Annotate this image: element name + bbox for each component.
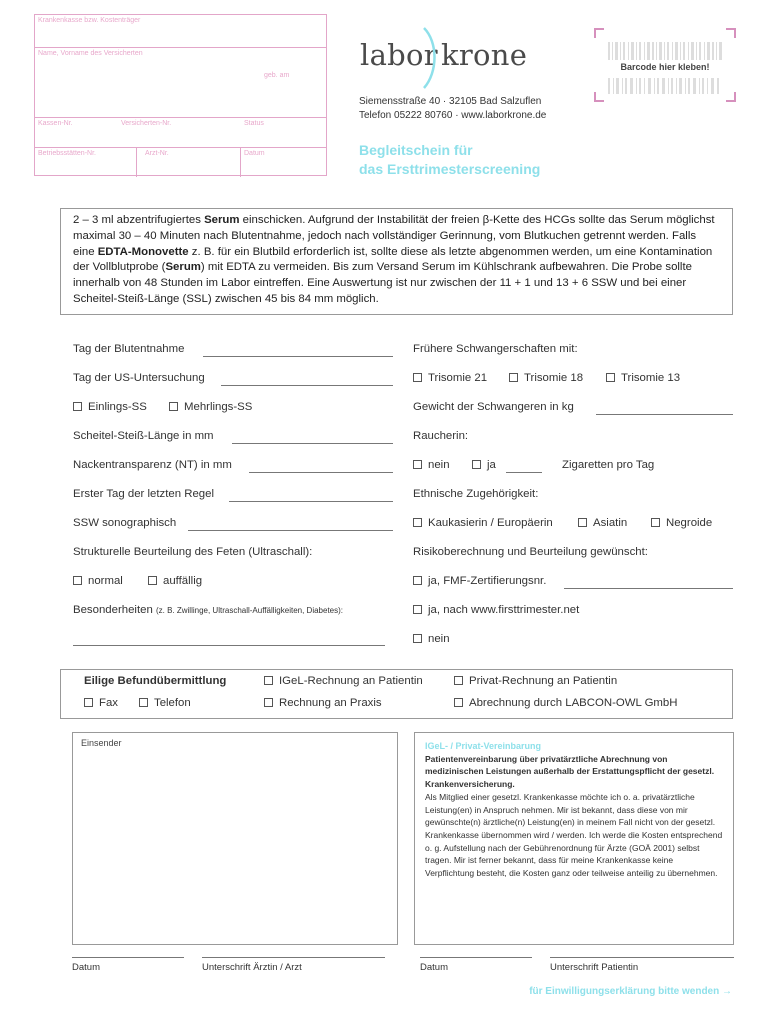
title-line: das Ersttrimesterscreening <box>359 161 541 177</box>
label-besonderheiten <box>73 604 343 616</box>
checkbox-label: Abrechnung durch LABCON-OWL GmbH <box>469 697 678 709</box>
input-us-untersuchung[interactable] <box>221 385 393 386</box>
input-regel[interactable] <box>229 501 393 502</box>
checkbox-box[interactable] <box>413 518 422 527</box>
checkbox-box[interactable] <box>413 634 422 643</box>
checkbox-label: Trisomie 21 <box>428 372 488 384</box>
barcode-icon <box>608 42 722 60</box>
instruction-text: 2 – 3 ml abzentrifugiertes <box>73 214 205 226</box>
checkbox-mehrlings[interactable] <box>169 401 252 413</box>
label-raucherin: Raucherin: <box>413 430 469 442</box>
label-zigaretten: Zigaretten pro Tag <box>562 459 655 471</box>
corner-mark <box>726 28 736 38</box>
checkbox-box[interactable] <box>148 576 157 585</box>
checkbox-trisomie13[interactable] <box>606 372 680 384</box>
label-status: Status <box>244 120 264 127</box>
signature-line[interactable] <box>72 957 184 958</box>
instruction-bold: Serum <box>165 261 201 274</box>
signature-line[interactable] <box>550 957 734 958</box>
barcode-area <box>594 28 736 102</box>
besonderheiten-text: Besonderheiten <box>73 604 153 616</box>
checkbox-box[interactable] <box>606 373 615 382</box>
label-eilige: Eilige Befundübermittlung <box>84 675 227 687</box>
checkbox-box[interactable] <box>651 518 660 527</box>
label-ssw: SSW sonographisch <box>73 517 177 529</box>
igel-title: IGeL- / Privat-Vereinbarung <box>425 741 542 751</box>
corner-mark <box>594 28 604 38</box>
checkbox-label: Einlings-SS <box>88 401 147 413</box>
checkbox-label: Privat-Rechnung an Patientin <box>469 675 618 687</box>
checkbox-box[interactable] <box>472 460 481 469</box>
checkbox-box[interactable] <box>73 402 82 411</box>
checkbox-box[interactable] <box>413 373 422 382</box>
footer-note: für Einwilligungserklärung bitte wenden → <box>529 986 732 997</box>
label-unterschrift-patientin: Unterschrift Patientin <box>550 962 639 973</box>
checkbox-label: Asiatin <box>593 517 628 529</box>
checkbox-label: Kaukasierin / Europäerin <box>428 517 553 529</box>
checkbox-fmf[interactable] <box>413 575 546 587</box>
label-versicherten-nr: Versicherten-Nr. <box>121 120 172 127</box>
label-nt: Nackentransparenz (NT) in mm <box>73 459 232 471</box>
lab-address <box>359 95 546 123</box>
igel-agreement <box>414 732 734 945</box>
checkbox-raucherin-ja[interactable] <box>472 459 496 471</box>
checkbox-label: auffällig <box>163 575 203 587</box>
divider <box>240 147 241 177</box>
checkbox-label: Rechnung an Praxis <box>279 697 382 709</box>
checkbox-raucherin-nein[interactable] <box>413 459 450 471</box>
checkbox-box[interactable] <box>139 698 148 707</box>
label-arzt-nr: Arzt-Nr. <box>145 150 169 157</box>
checkbox-rechnung-praxis[interactable] <box>264 697 382 709</box>
label-schwangerschaften: Frühere Schwangerschaften mit: <box>413 343 578 355</box>
checkbox-risiko-nein[interactable] <box>413 633 450 645</box>
checkbox-box[interactable] <box>169 402 178 411</box>
checkbox-auffaellig[interactable] <box>148 575 202 587</box>
label-ssl: Scheitel-Steiß-Länge in mm <box>73 430 214 442</box>
label-datum: Datum <box>244 150 265 157</box>
besonderheiten-hint: (z. B. Zwillinge, Ultraschall-Auffälligkeiten, Diabetes): <box>155 606 344 615</box>
checkbox-box[interactable] <box>413 605 422 614</box>
divider <box>35 117 326 118</box>
instruction-bold: Serum <box>204 214 240 226</box>
sender-label: Einsender <box>81 738 122 748</box>
input-nt[interactable] <box>249 472 393 473</box>
input-besonderheiten[interactable] <box>73 645 385 646</box>
checkbox-negroide[interactable] <box>651 517 712 529</box>
page-title <box>359 141 540 179</box>
checkbox-firsttrimester[interactable] <box>413 604 579 616</box>
checkbox-box[interactable] <box>413 576 422 585</box>
checkbox-label: Trisomie 13 <box>621 372 681 384</box>
checkbox-label: nein <box>428 633 450 645</box>
signature-line[interactable] <box>420 957 532 958</box>
checkbox-box[interactable] <box>84 698 93 707</box>
label-betriebsstaetten-nr: Betriebsstätten-Nr. <box>38 150 96 157</box>
instruction-bold: EDTA-Monovette <box>97 245 189 258</box>
label-regel: Erster Tag der letzten Regel <box>73 488 214 500</box>
checkbox-igel-patient[interactable] <box>264 675 423 687</box>
barcode-icon <box>608 78 722 94</box>
input-zigaretten[interactable] <box>506 472 542 473</box>
input-blutentnahme[interactable] <box>203 356 393 357</box>
checkbox-label: Negroide <box>666 517 713 529</box>
address-line: Siemensstraße 40 · 32105 Bad Salzuflen <box>359 96 542 107</box>
label-krankenkasse: Krankenkasse bzw. Kostenträger <box>38 17 141 24</box>
label-geb: geb. am <box>264 72 290 79</box>
checkbox-fax[interactable] <box>84 697 118 709</box>
checkbox-label: Fax <box>99 697 118 709</box>
checkbox-label: Mehrlings-SS <box>184 401 253 413</box>
label-gewicht: Gewicht der Schwangeren in kg <box>413 401 574 413</box>
logo-labor: labor <box>360 38 438 72</box>
input-ssw[interactable] <box>188 530 393 531</box>
label-kassen-nr: Kassen-Nr. <box>38 120 73 127</box>
label-us-untersuchung: Tag der US-Untersuchung <box>73 372 205 384</box>
label-risiko: Risikoberechnung und Beurteilung gewünscht: <box>413 546 648 558</box>
checkbox-label: normal <box>88 575 123 587</box>
checkbox-label: IGeL-Rechnung an Patientin <box>279 675 423 687</box>
checkbox-box[interactable] <box>264 698 273 707</box>
label-blutentnahme: Tag der Blutentnahme <box>73 343 185 355</box>
divider <box>136 147 137 177</box>
divider <box>35 147 326 148</box>
checkbox-label: nein <box>428 459 450 471</box>
insurance-form <box>34 14 327 176</box>
address-line: Telefon 05222 80760 · www.laborkrone.de <box>359 110 547 121</box>
checkbox-trisomie18[interactable] <box>509 372 583 384</box>
checkbox-box[interactable] <box>73 576 82 585</box>
checkbox-kaukasierin[interactable] <box>413 517 553 529</box>
label-name: Name, Vorname des Versicherten <box>38 50 143 57</box>
checkbox-privat-patient[interactable] <box>454 675 617 687</box>
sender-box[interactable] <box>72 732 398 945</box>
instruction-text: einschicken. Aufgrund der Instabilität der freien β-Kette des HCGs sollte das Serum möglichst maximal 30 – 40 Minuten nach Blutentnahme, jedoch nach vollständiger Gerinnung, vom Blutkuchen getrennt werden. Falls eine <box>73 214 715 258</box>
signature-line[interactable] <box>202 957 385 958</box>
input-gewicht[interactable] <box>596 414 733 415</box>
checkbox-label: Trisomie 18 <box>524 372 584 384</box>
checkbox-box[interactable] <box>454 676 463 685</box>
corner-mark <box>726 92 736 102</box>
label-datum-arzt: Datum <box>72 962 100 973</box>
instructions-box <box>60 208 733 315</box>
checkbox-einlings[interactable] <box>73 401 147 413</box>
igel-heading: Patientenvereinbarung über privatärztliche Abrechnung von medizinischen Leistungen außerhalb der Erstattungspflicht der gesetzl. Krankenversicherung. <box>425 753 715 790</box>
checkbox-labcon[interactable] <box>454 697 678 709</box>
logo-krone: krone <box>441 38 528 72</box>
label-datum-patientin: Datum <box>420 962 448 973</box>
checkbox-box[interactable] <box>509 373 518 382</box>
label-ethnische: Ethnische Zugehörigkeit: <box>413 488 539 500</box>
barcode-label: Barcode hier kleben! <box>620 62 710 72</box>
checkbox-box[interactable] <box>264 676 273 685</box>
label-unterschrift-arzt: Unterschrift Ärztin / Arzt <box>202 962 302 973</box>
checkbox-normal[interactable] <box>73 575 123 587</box>
input-fmf[interactable] <box>564 588 733 589</box>
corner-mark <box>594 92 604 102</box>
divider <box>35 47 326 48</box>
title-line: Begleitschein für <box>359 142 473 158</box>
label-strukturell: Strukturelle Beurteilung des Feten (Ultraschall): <box>73 546 313 558</box>
checkbox-label: Telefon <box>154 697 191 709</box>
checkbox-box[interactable] <box>454 698 463 707</box>
input-ssl[interactable] <box>232 443 393 444</box>
checkbox-label: ja <box>487 459 496 471</box>
checkbox-asiatin[interactable] <box>578 517 627 529</box>
checkbox-telefon[interactable] <box>139 697 191 709</box>
checkbox-label: ja, FMF-Zertifierungsnr. <box>428 575 547 587</box>
instruction-text: ) mit EDTA zu vermeiden. Bis zum Versand Serum im Kühlschrank aufbewahren. Die Probe sollte innerhalb von 48 Stunden im Labor eintreffen. Eine Auswertung ist nur zwischen der 11 + 1 und 13 + 6 SSW und bei einer Scheitel-Steiß-Länge (SSL) zwischen 45 bis 84 mm möglich. <box>73 261 692 305</box>
instruction-text: z. B. für ein Blutbild erforderlich ist, sollte diese als letzte abgenommen werden, um eine Kontamination der Vollblutprobe ( <box>73 245 713 274</box>
checkbox-trisomie21[interactable] <box>413 372 487 384</box>
checkbox-label: ja, nach www.firsttrimester.net <box>428 604 580 616</box>
igel-text: Als Mitglied einer gesetzl. Krankenkasse möchte ich o. a. privatärztliche Leistung(en) in Anspruch nehmen. Mir ist bekannt, dass diese von mir gewünschte(n) ärztliche(n) Leistung(en) in meinem Fall nicht von der gesetzl. Krankenkasse übernommen wird / werden. Ich werde die Kosten entsprechend o. g. Aufstellung nach der Gebührenordnung für Ärzte (GOÄ 2001) selbst tragen. Mir ist ferner bekannt, dass für meine Krankenkasse keine Verpflichtung besteht, die Kosten ganz oder teilweise anteilig zu übernehmen. <box>425 791 723 879</box>
checkbox-box[interactable] <box>413 460 422 469</box>
checkbox-box[interactable] <box>578 518 587 527</box>
logo-curve-icon <box>420 26 440 90</box>
